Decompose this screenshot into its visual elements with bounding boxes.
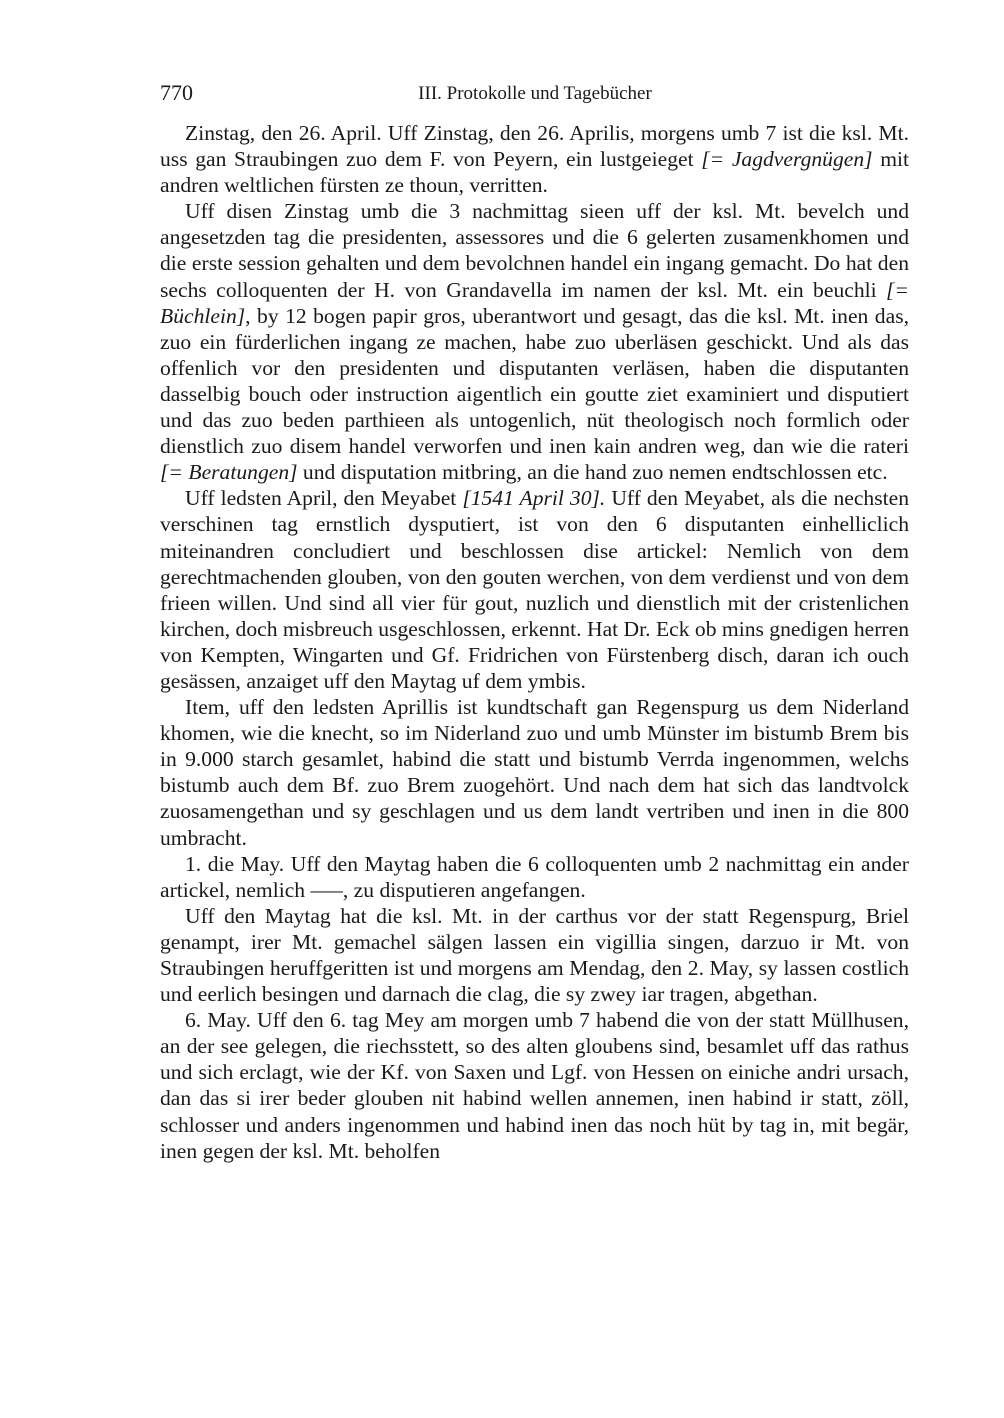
paragraph (160, 1007, 909, 1164)
paragraph (160, 903, 909, 1007)
text-segment: Uff ledsten April, den Meyabet (185, 486, 463, 511)
text-segment: , by 12 bogen papir gros, uberantwort und gesagt, das die ksl. Mt. inen das, zuo ein fürderlichen ingang ze machen, habe zuo uberläsen geschickt. Und als das offenlich vor den presidenten und disputanten verläsen, haben die disputanten dasselbig bouch oder instruction aigentlich ein goutte ziet examiniert und disputiert und das zuo beden parthieen als untogenlich, nüt theologisch noch formlich oder dienstlich zuo disem handel verworfen und inen kain andren weg, dan wie die rateri (160, 303, 909, 459)
editorial-note: [= Jagdvergnügen] (701, 147, 873, 172)
text-segment: Uff den Meyabet, als die nechsten verschinen tag ernstlich dysputiert, ist von den 6 disputanten einhelliclich miteinandren concludiert und beschlossen dise artickel: Nemlich von dem gerechtmachenden glouben, von den gouten werchen, von dem verdienst und von dem frieen willen. Und sind all vier für gout, nuzlich und dienstlich mit der cristenlichen kirchen, doch misbreuch usgeschlossen, erkennt. Hat Dr. Eck ob mins gnedigen herren von Kempten, Wingarten und Gf. Fridrichen von Fürstenberg disch, daran ich ouch gesässen, anzaiget uff den Maytag uf dem ymbis. (160, 486, 909, 693)
running-title: III. Protokolle und Tagebücher (418, 83, 652, 104)
text-segment: mit andren weltlichen fürsten ze thoun, verritten. (160, 147, 909, 198)
page-number: 770 (160, 80, 193, 105)
text-segment: und disputation mitbring, an die hand zuo nemen endtschlossen etc. (297, 460, 888, 485)
paragraph (160, 851, 909, 903)
body-text (160, 120, 909, 1164)
paragraph (160, 198, 909, 485)
paragraph (160, 120, 909, 198)
paragraph (160, 485, 909, 694)
text-segment: Zinstag, den 26. April. Uff Zinstag, den 26. Aprilis, morgens umb 7 ist die ksl. Mt. uss gan Straubingen zuo dem F. von Peyern, ein lustgeieget (160, 121, 909, 172)
text-segment: 6. May. Uff den 6. tag Mey am morgen umb 7 habend die von der statt Müllhusen, an der see gelegen, die riechsstett, so des alten gloubens sind, besamlet uff das rathus und sich erclagt, wie der Kf. von Saxen und Lgf. von Hessen on einiche andri ursach, dan das si irer beder glouben nit habind wellen annemen, inen habind ir statt, zöll, schlosser und anders ingenommen und habind inen das noch hüt by tag in, mit begär, inen gegen der ksl. Mt. beholfen (160, 1008, 909, 1163)
text-segment: Uff disen Zinstag umb die 3 nachmittag sieen uff der ksl. Mt. bevelch und angesetzden tag die presidenten, assessores und die 6 gelerten zusamenkhomen und die erste session gehalten und dem bevolchnen handel ein ingang gemacht. Do hat den sechs colloquenten der H. von Grandavella im namen der ksl. Mt. ein beuchli (160, 199, 909, 302)
editorial-note: [1541 April 30]. (462, 486, 606, 511)
editorial-note: [= Büchlein] (160, 277, 909, 328)
page-header (160, 80, 910, 108)
paragraph (160, 694, 909, 851)
text-segment: 1. die May. Uff den Maytag haben die 6 colloquenten umb 2 nachmittag ein ander artickel, nemlich –––, zu disputieren angefangen. (160, 851, 909, 902)
text-segment: Uff den Maytag hat die ksl. Mt. in der carthus vor der statt Regenspurg, Briel genampt, irer Mt. gemachel sälgen lassen ein vigillia singen, darzuo ir Mt. von Straubingen heruffgeritten ist und morgens am Mendag, den 2. May, sy lassen costlich und eerlich besingen und darnach die clag, die sy zwey iar tragen, abgethan. (160, 903, 909, 1007)
editorial-note: [= Beratungen] (160, 460, 298, 485)
text-segment: Item, uff den ledsten Aprillis ist kundtschaft gan Regenspurg us dem Niderland khomen, wie die knecht, so im Niderland zuo und umb Münster im bistumb Brem bis in 9.000 starch gesamlet, habind die statt und bistumb Verrda ingenommen, welchs bistumb auch dem Bf. zuo Brem zuogehört. Und nach dem hat sich das landtvolck zuosamengethan und sy geschlagen und us dem landt vertriben und inen in die 800 umbracht. (160, 695, 909, 850)
